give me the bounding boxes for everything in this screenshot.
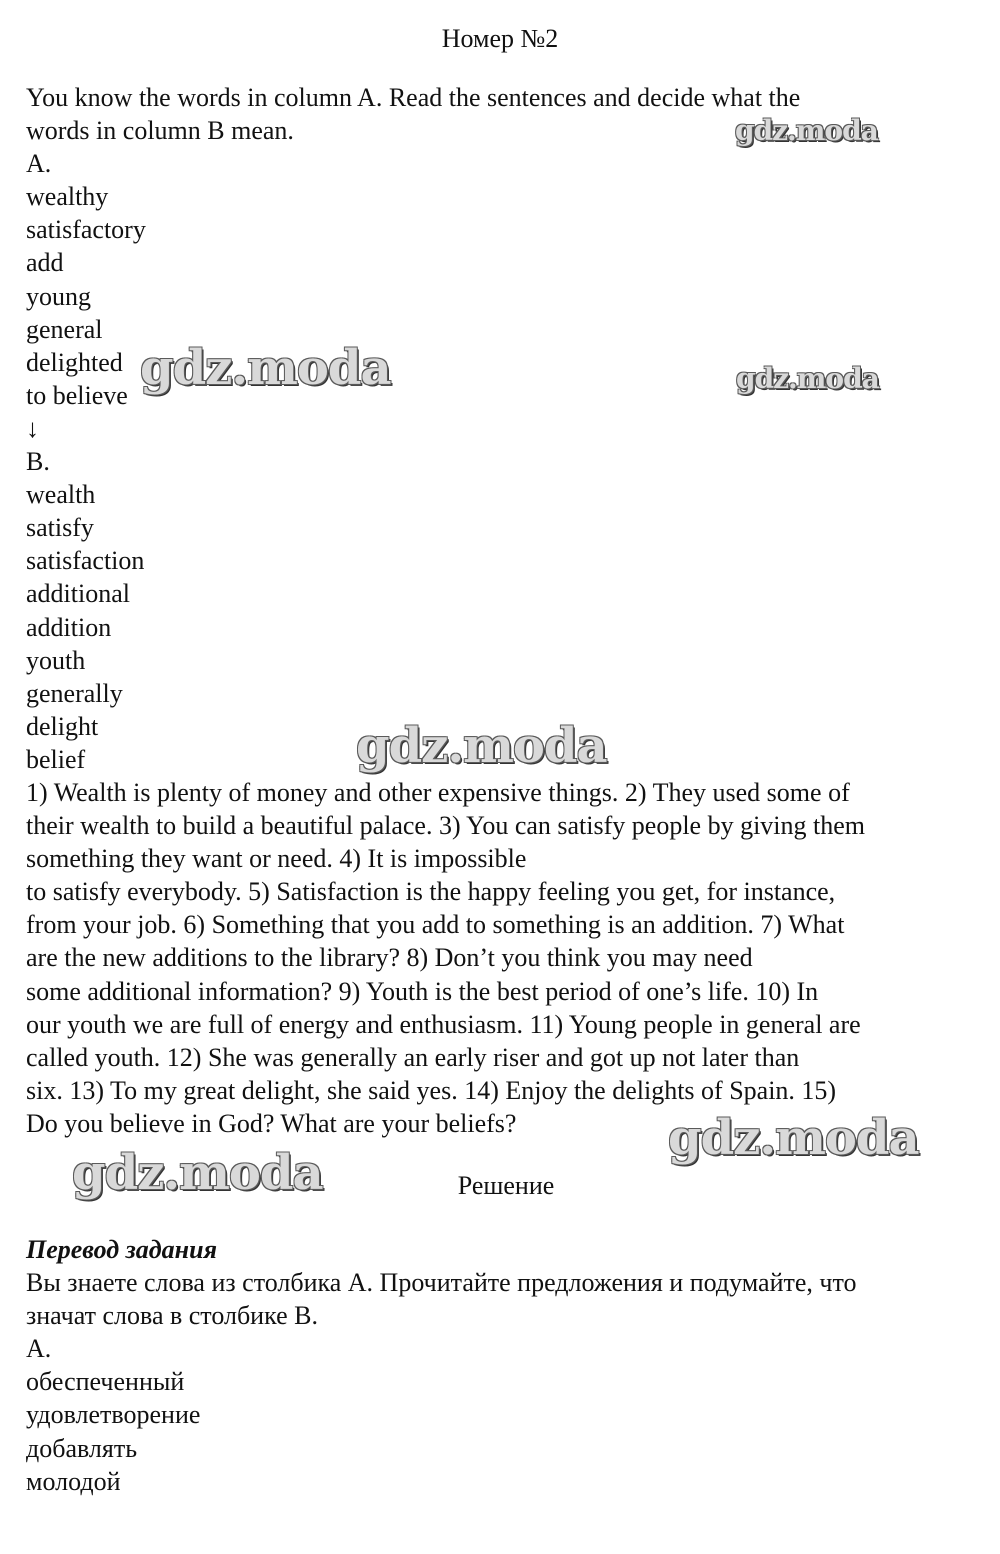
example-sentences-line: called youth. 12) She was generally an early riser and got up not later than — [26, 1042, 800, 1072]
watermark-logo: gdz.moda — [668, 1110, 919, 1166]
column-a-word: wealthy — [26, 182, 109, 212]
example-sentences-line: six. 13) To my great delight, she said yes. 14) Enjoy the delights of Spain. 15) — [26, 1075, 837, 1105]
example-sentences-line: our youth we are full of energy and enthusiasm. 11) Young people in general are — [26, 1009, 861, 1039]
column-b-word: addition — [26, 612, 112, 642]
translation-column-a-word: молодой — [26, 1466, 121, 1496]
example-sentences-line: something they want or need. 4) It is impossible — [26, 844, 527, 874]
translation-column-a-word: удовлетворение — [26, 1400, 201, 1430]
column-a-word: to believe — [26, 380, 128, 410]
example-sentences-line: are the new additions to the library? 8) Don’t you think you may need — [26, 943, 753, 973]
watermark-logo: gdz.moda — [736, 362, 879, 395]
column-b-label: B. — [26, 447, 50, 477]
translation-column-a-word: обеспеченный — [26, 1367, 185, 1397]
example-sentences-line: some additional information? 9) Youth is the best period of one’s life. 10) In — [26, 976, 819, 1006]
column-a-word: general — [26, 314, 103, 344]
translation-column-a-label: А. — [26, 1334, 52, 1364]
translation-instruction-line: значат слова в столбике В. — [26, 1301, 318, 1331]
down-arrow-icon: ↓ — [26, 413, 39, 443]
example-sentences-line: to satisfy everybody. 5) Satisfaction is the happy feeling you get, for instance, — [26, 877, 836, 907]
column-b-word: satisfy — [26, 513, 94, 543]
example-sentences-line: from your job. 6) Something that you add to something is an addition. 7) What — [26, 910, 845, 940]
column-a-word: satisfactory — [26, 215, 146, 245]
column-b-word: delight — [26, 711, 99, 741]
watermark-logo: gdz.moda — [356, 718, 607, 774]
column-b-word: belief — [26, 744, 86, 774]
column-b-word: youth — [26, 645, 86, 675]
instruction-line: words in column B mean. — [26, 116, 294, 146]
translation-section — [26, 1233, 988, 1498]
example-sentences-line: 1) Wealth is plenty of money and other expensive things. 2) They used some of — [26, 777, 850, 807]
example-sentences-line: Do you believe in God? What are your beliefs? — [26, 1108, 517, 1138]
watermark-logo: gdz.moda — [72, 1145, 323, 1201]
column-a-label: A. — [26, 149, 52, 179]
instruction-line: You know the words in column A. Read the sentences and decide what the — [26, 83, 801, 112]
page-title: Номер №2 — [441, 24, 559, 53]
translation-instruction-line: Вы знаете слова из столбика А. Прочитайте предложения и подумайте, что — [26, 1268, 857, 1298]
column-b-word: wealth — [26, 480, 96, 510]
watermark-logo: gdz.moda — [140, 340, 391, 396]
column-b-word: generally — [26, 678, 123, 708]
translation-column-a-word: добавлять — [26, 1433, 138, 1463]
watermark-logo: gdz.moda — [735, 114, 878, 147]
example-sentences-line: their wealth to build a beautiful palace. 3) You can satisfy people by giving them — [26, 811, 866, 841]
solution-heading: Решение — [457, 1171, 555, 1200]
column-b-word: satisfaction — [26, 546, 145, 576]
column-a-word: delighted — [26, 347, 123, 377]
translation-heading: Перевод задания — [26, 1235, 217, 1264]
column-a-word: add — [26, 248, 64, 278]
task-content — [26, 81, 988, 1140]
column-a-word: young — [26, 281, 91, 311]
column-b-word: additional — [26, 579, 130, 609]
